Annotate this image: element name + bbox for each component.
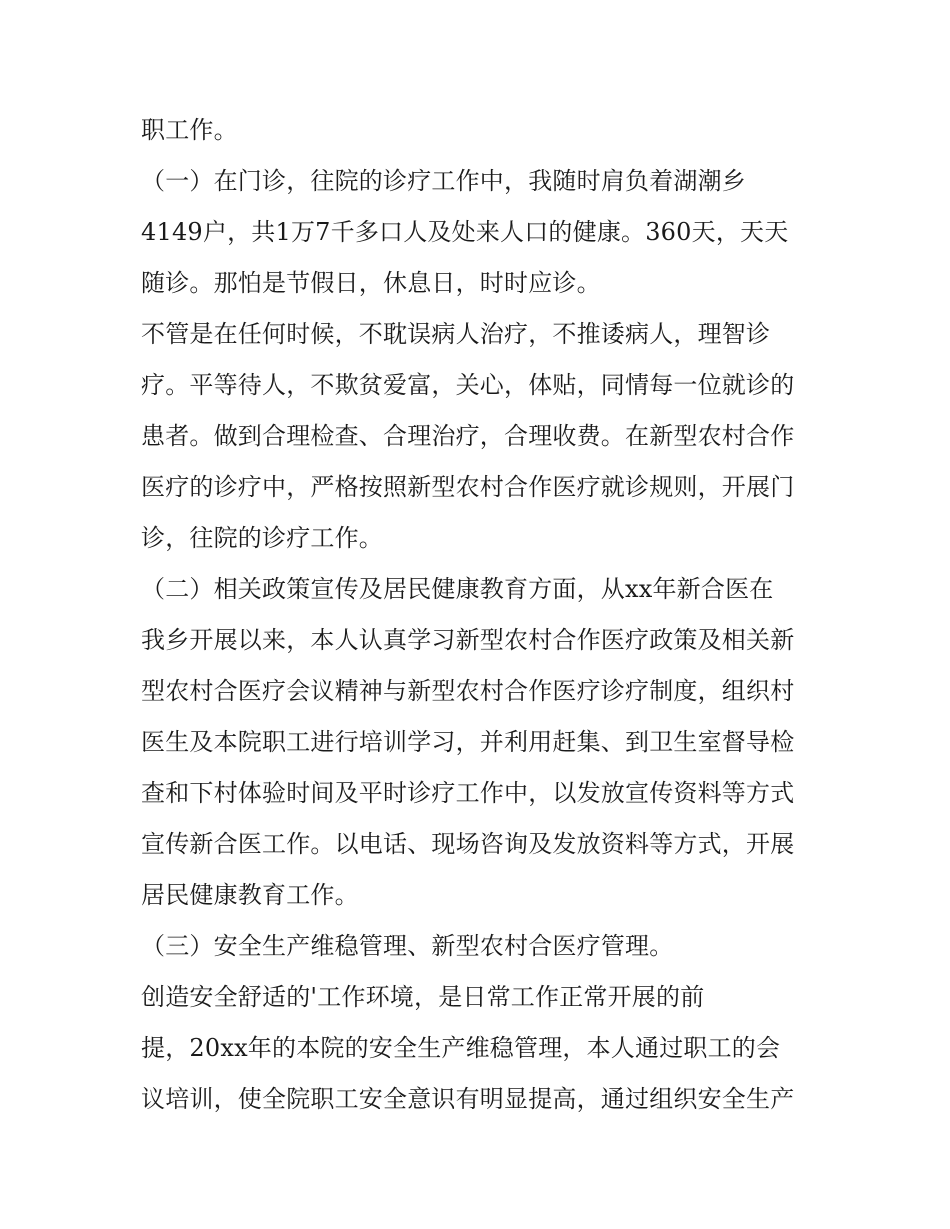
text-line: 创造安全舒适的'工作环境，是日常工作正常开展的前 <box>141 983 705 1011</box>
text-line: 疗。平等待人，不欺贫爱富，关心，体贴，同情每一位就诊的 <box>141 371 795 399</box>
text-line: 诊，往院的诊疗工作。 <box>141 524 383 552</box>
text-line: 提，20xx年的本院的安全生产维稳管理，本人通过职工的会 <box>141 1034 781 1062</box>
text-line: 我乡开展以来，本人认真学习新型农村合作医疗政策及相关新 <box>141 626 795 654</box>
text-line: 议培训，使全院职工安全意识有明显提高，通过组织安全生产 <box>141 1085 795 1113</box>
text-line: 医疗的诊疗中，严格按照新型农村合作医疗就诊规则，开展门 <box>141 473 795 501</box>
text-line: 宣传新合医工作。以电话、现场咨询及发放资料等方式，开展 <box>141 830 795 858</box>
document-body <box>141 105 821 1125</box>
text-line: （一）在门诊，往院的诊疗工作中，我随时肩负着湖潮乡 <box>141 167 746 195</box>
text-line: 医生及本院职工进行培训学习，并利用赶集、到卫生室督导检 <box>141 728 795 756</box>
text-line: 不管是在任何时候，不耽误病人治疗，不推诿病人，理智诊 <box>141 320 771 348</box>
text-line: 查和下村体验时间及平时诊疗工作中，以发放宣传资料等方式 <box>141 779 795 807</box>
text-line: 居民健康教育工作。 <box>141 881 359 909</box>
text-line: 患者。做到合理检查、合理治疗，合理收费。在新型农村合作 <box>141 422 795 450</box>
text-line: 4149户，共1万7千多口人及处来人口的健康。360天，天天 <box>141 218 789 246</box>
text-line: 型农村合医疗会议精神与新型农村合作医疗诊疗制度，组织村 <box>141 677 795 705</box>
text-line: 随诊。那怕是节假日，休息日，时时应诊。 <box>141 269 601 297</box>
text-line: （二）相关政策宣传及居民健康教育方面，从xx年新合医在 <box>141 575 774 603</box>
text-line: 职工作。 <box>141 116 238 144</box>
text-line: （三）安全生产维稳管理、新型农村合医疗管理。 <box>141 932 674 960</box>
